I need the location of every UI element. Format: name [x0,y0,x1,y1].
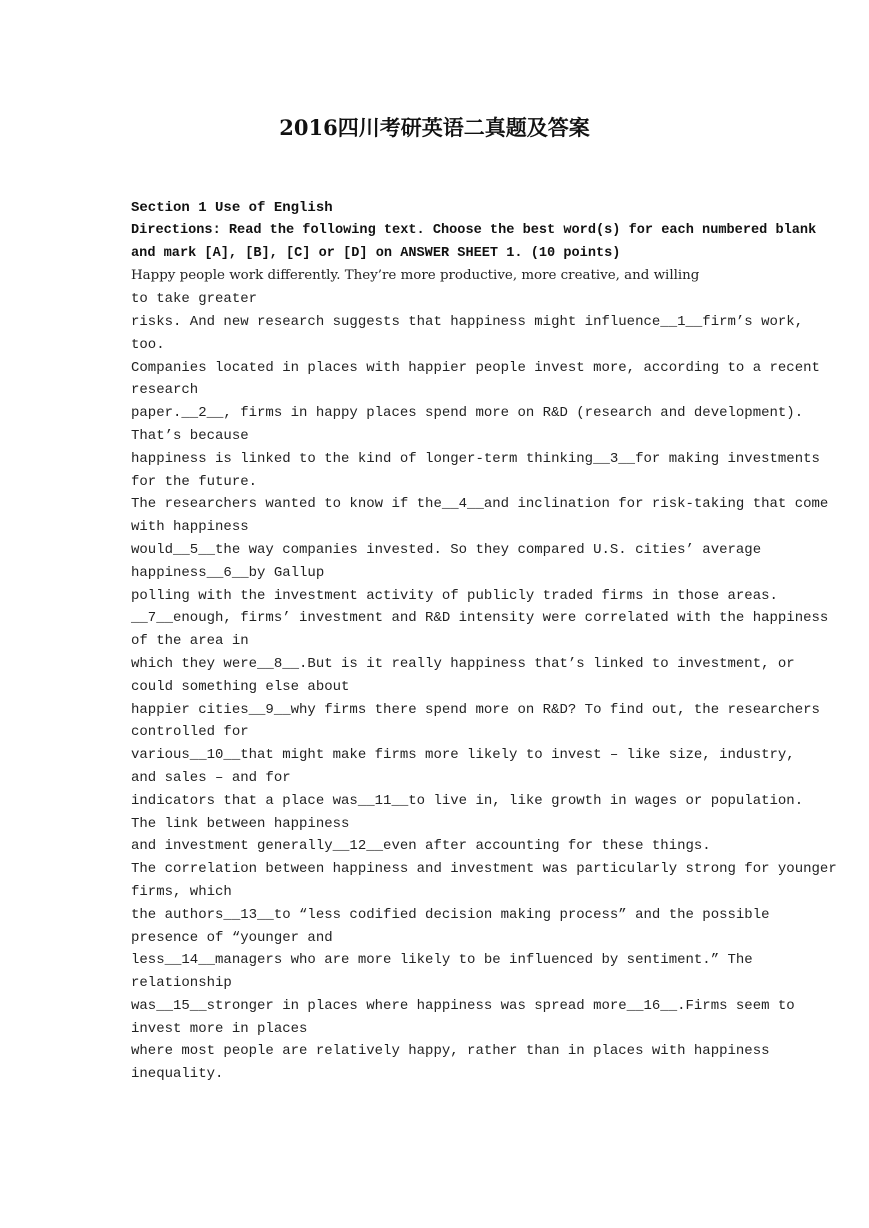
passage-line: Companies located in places with happier people invest more, according to a recent [131,359,820,376]
passage-line: was__15__stronger in places where happiness was spread more__16__.Firms seem to [131,997,795,1014]
passage-line: polling with the investment activity of publicly traded firms in those areas. [131,587,778,604]
passage-line: which they were__8__.But is it really happiness that’s linked to investment, or [131,655,795,672]
passage-line: to take greater [131,291,258,308]
passage-line: and sales – and for [131,769,291,786]
passage-line: relationship [131,975,232,992]
passage-line: research [131,382,199,399]
passage-line: where most people are relatively happy, rather than in places with happiness [131,1043,770,1060]
passage-line: Happy people work differently. They’re more productive, more creative, and willing [131,268,700,284]
passage-line: The link between happiness [131,815,350,832]
directions-line: and mark [A], [B], [C] or [D] on ANSWER SHEET 1. (10 points) [131,245,621,261]
passage-line: __7__enough, firms’ investment and R&D intensity were correlated with the happiness [131,610,829,627]
passage-line: less__14__managers who are more likely to be influenced by sentiment.” The [131,952,753,969]
passage-line: with happiness [131,519,249,536]
passage-line: controlled for [131,724,249,741]
directions-line: Directions: Read the following text. Choose the best word(s) for each numbered blank [131,222,817,238]
passage [131,265,837,1086]
document-title: 2016四川考研英语二真题及答案 [279,115,590,140]
passage-line: happiness is linked to the kind of longer-term thinking__3__for making investments [131,450,820,467]
passage-line: risks. And new research suggests that happiness might influence__1__firm’s work, [131,313,804,330]
passage-line: would__5__the way companies invested. So they compared U.S. cities’ average [131,541,762,558]
passage-line: The researchers wanted to know if the__4__and inclination for risk-taking that come [131,496,829,513]
passage-line: happier cities__9__why firms there spend more on R&D? To find out, the researchers [131,701,820,718]
passage-line: for the future. [131,473,258,490]
passage-line: presence of “younger and [131,929,333,946]
passage-line: various__10__that might make firms more likely to invest – like size, industry, [131,747,795,764]
section-heading: Section 1 Use of English [131,200,333,216]
passage-line: too. [131,336,165,353]
passage-line: and investment generally__12__even after accounting for these things. [131,838,711,855]
passage-line: the authors__13__to “less codified decision making process” and the possible [131,906,770,923]
passage-line: invest more in places [131,1020,308,1037]
passage-line: firms, which [131,883,232,900]
passage-line: inequality. [131,1066,224,1083]
passage-line: indicators that a place was__11__to live in, like growth in wages or population. [131,792,804,809]
passage-line: That’s because [131,427,249,444]
passage-line: happiness__6__by Gallup [131,564,325,581]
passage-line: of the area in [131,633,249,650]
passage-line: could something else about [131,678,350,695]
section-content [131,197,837,1086]
passage-line: The correlation between happiness and investment was particularly strong for younger [131,861,837,878]
passage-line: paper.__2__, firms in happy places spend more on R&D (research and development). [131,405,804,422]
